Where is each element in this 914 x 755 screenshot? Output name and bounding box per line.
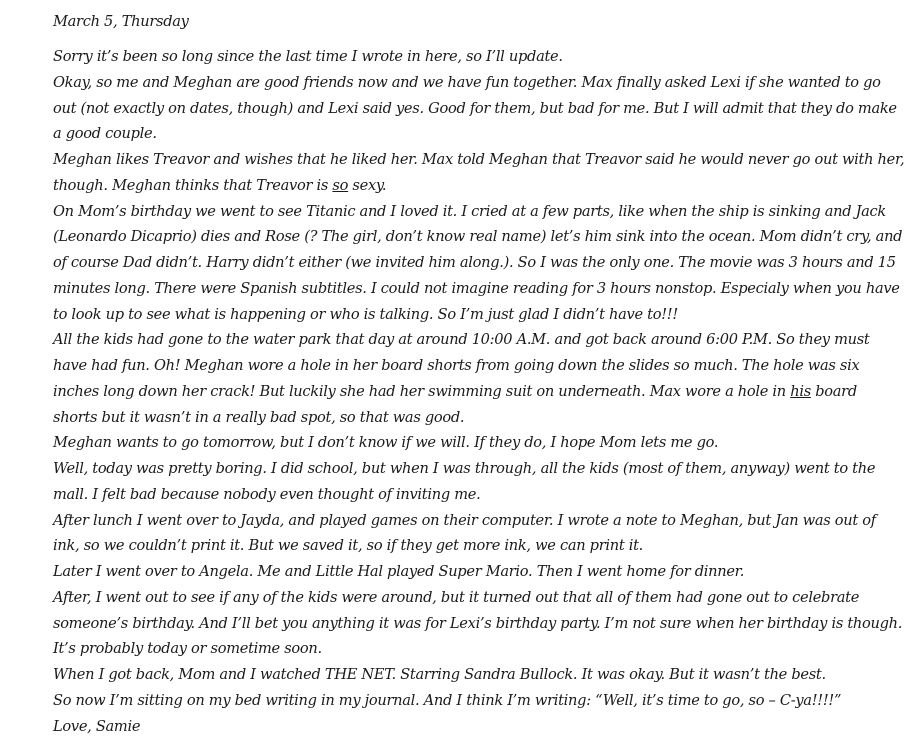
paragraph-angela: Later I went over to Angela. Me and Little Hal played Super Mario. Then I went home for dinner. xyxy=(53,563,745,580)
paragraph-writing: So now I’m sitting on my bed writing in my journal. And I think I’m writing: “Well, it’s time to go, so – C-ya!!!!” xyxy=(53,691,842,709)
paragraph-treavor-text-1: Meghan likes Treavor and wishes that he liked her. Max told Meghan that Treavor said he would never go out with her, though. Meghan thinks that Treavor is xyxy=(53,151,905,194)
entry-date: March 5, Thursday xyxy=(53,13,189,30)
paragraph-water-park-text-2: board shorts but it wasn’t in a really bad spot, so that was good. xyxy=(53,382,857,426)
paragraph-jayda: After lunch I went over to Jayda, and played games on their computer. I wrote a note to Meghan, but Jan was out of ink, so we couldn’t print it. But we saved it, so if they get more ink, we can print it. xyxy=(53,511,876,555)
underlined-word-so: so xyxy=(332,176,349,194)
paragraph-the-net: When I got back, Mom and I watched THE NET. Starring Sandra Bullock. It was okay. But it wasn’t the best. xyxy=(53,666,826,683)
paragraph-water-park-text-1: All the kids had gone to the water park that day at around 10:00 A.M. and got back around 6:00 P.M. So they must have had fun. Oh! Meghan wore a hole in her board shorts from going down the slides so much. The hole was six inches long down her crack! But luckily she had her swimming suit on underneath. Max wore a hole in xyxy=(53,331,870,400)
paragraph-boring-day: Well, today was pretty boring. I did school, but when I was through, all the kids (most of them, anyway) went to the mall. I felt bad because nobody even thought of inviting me. xyxy=(53,460,876,503)
paragraph-titanic: On Mom’s birthday we went to see Titanic and I loved it. I cried at a few parts, like when the ship is sinking and Jack (Leonardo Dicaprio) dies and Rose (? The girl, don’t know real name) let’s him sink into the ocean. Mom didn’t cry, and of course Dad didn’t. Harry didn’t either (we invited him along.). So I was the only one. The movie was 3 hours and 15 minutes long. There were Spanish subtitles. I could not imagine reading for 3 hours nonstop. Especialy when you have to look up to see what is happening or who is talking. So I’m just glad I didn’t have to!!! xyxy=(53,202,903,323)
paragraph-water-park xyxy=(53,327,905,430)
signature: Love, Samie xyxy=(53,717,141,735)
paragraph-treavor xyxy=(53,147,905,199)
paragraph-tomorrow: Meghan wants to go tomorrow, but I don’t know if we will. If they do, I hope Mom lets me go. xyxy=(53,434,719,452)
underlined-word-his: his xyxy=(790,382,811,400)
paragraph-intro: Sorry it’s been so long since the last time I wrote in here, so I’ll update. xyxy=(53,48,563,65)
journal-page xyxy=(53,9,905,739)
paragraph-friends: Okay, so me and Meghan are good friends now and we have fun together. Max finally asked Lexi if she wanted to go out (not exactly on dates, though) and Lexi said yes. Good for them, but bad for me. But I will admit that they do make a good couple. xyxy=(53,73,897,143)
paragraph-treavor-text-2: sexy. xyxy=(348,176,387,194)
paragraph-birthday: After, I went out to see if any of the kids were around, but it turned out that all of them had gone out to celebrate someone’s birthday. And I’ll bet you anything it was for Lexi’s birthday party. I’m not sure when her birthday is though. It’s probably today or sometime soon. xyxy=(53,588,903,658)
